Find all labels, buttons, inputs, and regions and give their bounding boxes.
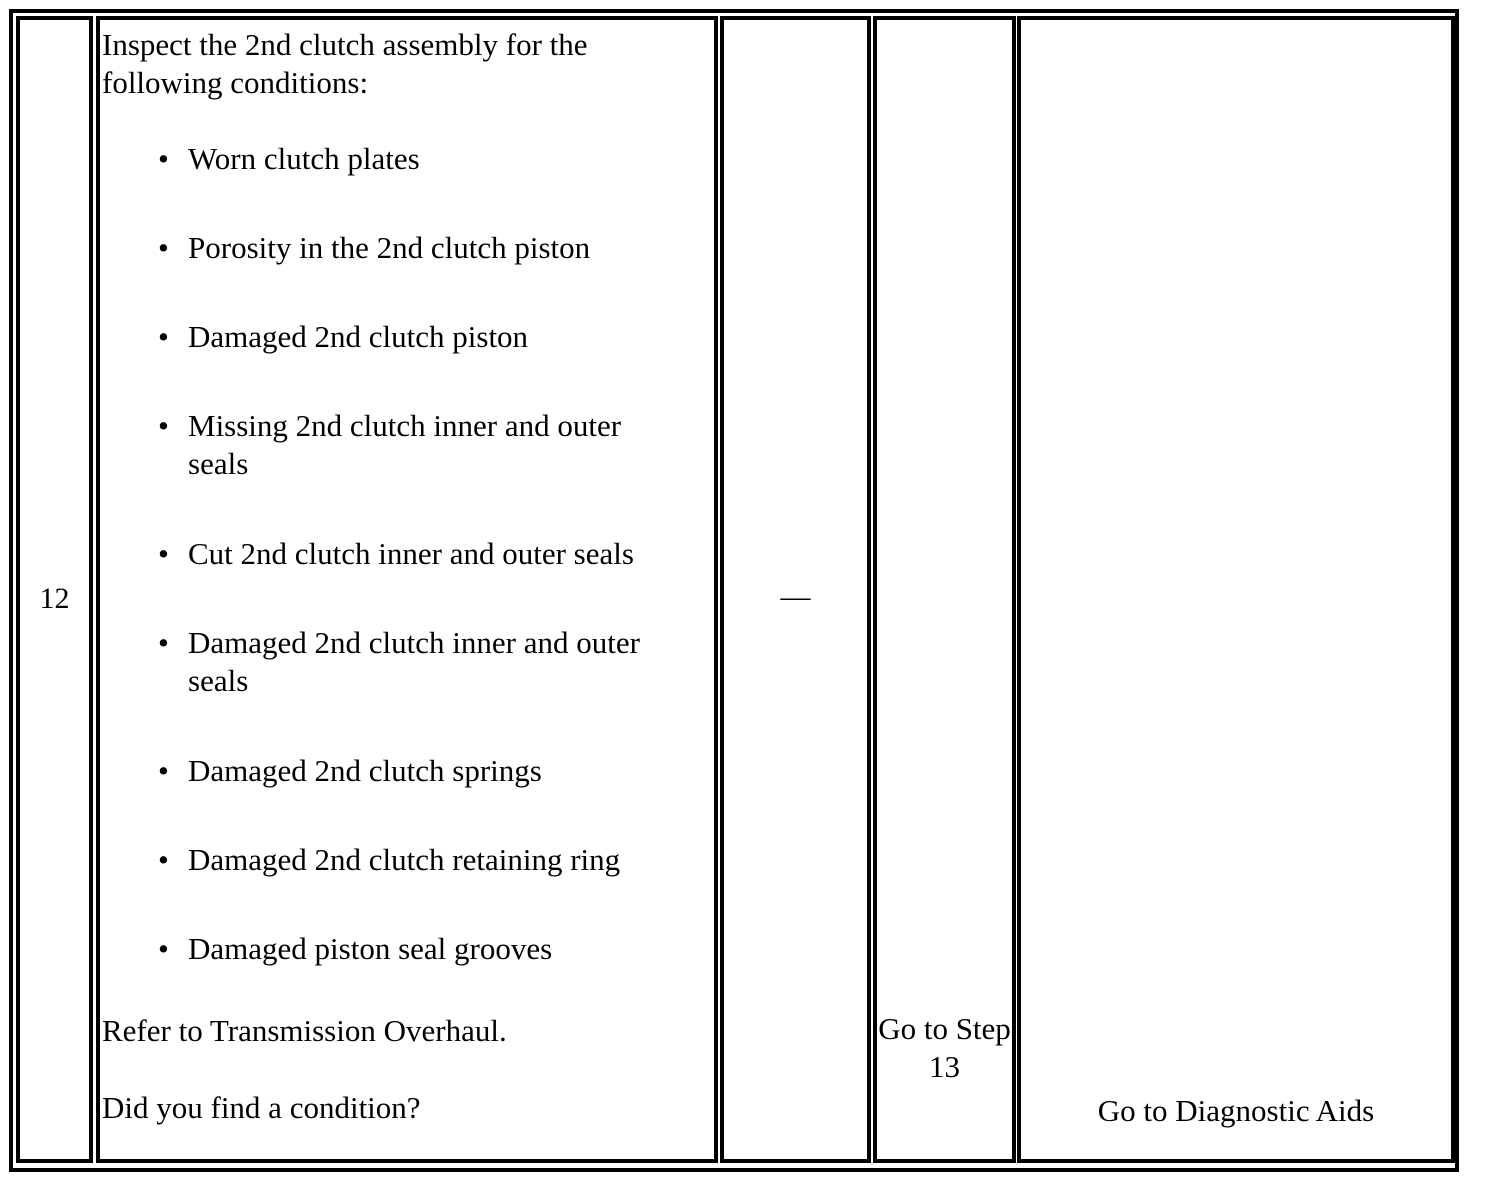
bullet-icon: • bbox=[158, 753, 169, 788]
condition-item bbox=[158, 318, 688, 356]
bullet-icon: • bbox=[158, 230, 169, 265]
bullet-icon: • bbox=[158, 842, 169, 877]
value-cell bbox=[720, 16, 871, 1163]
step-number: 12 bbox=[39, 582, 70, 615]
question-text: Did you find a condition? bbox=[102, 1090, 421, 1125]
no-link[interactable]: Go to Diagnostic Aids bbox=[1097, 1093, 1375, 1128]
condition-item bbox=[158, 535, 688, 573]
condition-text: Damaged 2nd clutch inner and outer seals bbox=[188, 625, 640, 698]
yes-link[interactable]: Go to Step 13 bbox=[878, 1011, 1011, 1084]
bullet-icon: • bbox=[158, 319, 169, 354]
condition-item bbox=[158, 229, 688, 267]
condition-item bbox=[158, 624, 688, 700]
condition-text: Damaged 2nd clutch springs bbox=[188, 753, 542, 788]
bullet-icon: • bbox=[158, 408, 169, 443]
condition-text: Damaged 2nd clutch piston bbox=[188, 319, 529, 354]
condition-item bbox=[158, 841, 688, 879]
condition-text: Damaged 2nd clutch retaining ring bbox=[188, 842, 621, 877]
condition-item bbox=[158, 407, 688, 483]
step-cell bbox=[16, 16, 93, 1163]
condition-text: Damaged piston seal grooves bbox=[188, 931, 553, 966]
action-cell bbox=[96, 16, 718, 1163]
condition-text: Cut 2nd clutch inner and outer seals bbox=[188, 536, 634, 571]
condition-item bbox=[158, 752, 688, 790]
condition-item bbox=[158, 140, 688, 178]
bullet-icon: • bbox=[158, 625, 169, 660]
action-intro bbox=[102, 26, 702, 102]
condition-text: Missing 2nd clutch inner and outer seals bbox=[188, 408, 622, 481]
no-cell bbox=[1017, 16, 1455, 1163]
refer-text: Refer to Transmission Overhaul. bbox=[102, 1013, 507, 1048]
bullet-icon: • bbox=[158, 536, 169, 571]
condition-text: Worn clutch plates bbox=[188, 141, 420, 176]
condition-item bbox=[158, 930, 688, 968]
value-text: — bbox=[780, 580, 811, 613]
condition-text: Porosity in the 2nd clutch piston bbox=[188, 230, 591, 265]
action-intro-text: Inspect the 2nd clutch assembly for the following conditions: bbox=[102, 27, 588, 100]
bullet-icon: • bbox=[158, 931, 169, 966]
yes-cell bbox=[873, 16, 1016, 1163]
bullet-icon: • bbox=[158, 141, 169, 176]
